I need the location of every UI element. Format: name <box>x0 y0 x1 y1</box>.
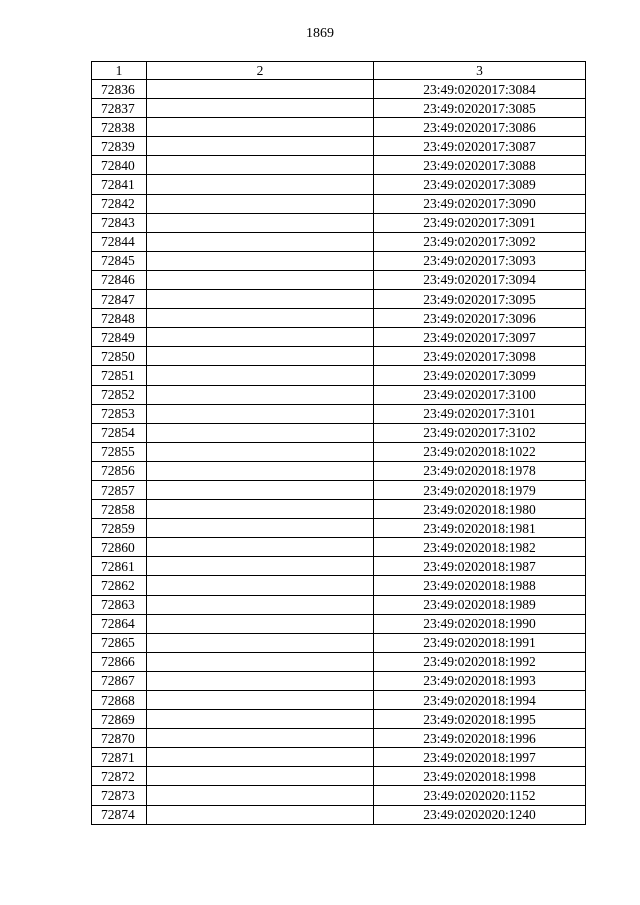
row-number-cell: 72837 <box>92 99 147 118</box>
table-row <box>92 805 586 824</box>
table-row <box>92 500 586 519</box>
row-number-cell: 72872 <box>92 767 147 786</box>
table-row <box>92 538 586 557</box>
table-row <box>92 671 586 690</box>
description-cell <box>147 99 374 118</box>
description-cell <box>147 557 374 576</box>
description-cell <box>147 480 374 499</box>
description-cell <box>147 500 374 519</box>
description-cell <box>147 538 374 557</box>
description-cell <box>147 652 374 671</box>
table-row <box>92 99 586 118</box>
cadastral-number-cell: 23:49:0202018:1980 <box>374 500 586 519</box>
table-row <box>92 347 586 366</box>
description-cell <box>147 671 374 690</box>
row-number-cell: 72867 <box>92 671 147 690</box>
cadastral-number-cell: 23:49:0202017:3093 <box>374 251 586 270</box>
row-number-cell: 72849 <box>92 328 147 347</box>
cadastral-number-cell: 23:49:0202017:3087 <box>374 137 586 156</box>
description-cell <box>147 194 374 213</box>
table-row <box>92 461 586 480</box>
table-row <box>92 633 586 652</box>
cadastral-number-cell: 23:49:0202018:1988 <box>374 576 586 595</box>
description-cell <box>147 404 374 423</box>
table-row <box>92 270 586 289</box>
table-row <box>92 137 586 156</box>
row-number-cell: 72857 <box>92 480 147 499</box>
cadastral-number-cell: 23:49:0202018:1995 <box>374 710 586 729</box>
header-col-1: 1 <box>92 62 147 80</box>
row-number-cell: 72852 <box>92 385 147 404</box>
description-cell <box>147 729 374 748</box>
row-number-cell: 72854 <box>92 423 147 442</box>
table-row <box>92 710 586 729</box>
row-number-cell: 72848 <box>92 309 147 328</box>
description-cell <box>147 576 374 595</box>
description-cell <box>147 137 374 156</box>
table-row <box>92 480 586 499</box>
cadastral-number-cell: 23:49:0202018:1998 <box>374 767 586 786</box>
row-number-cell: 72853 <box>92 404 147 423</box>
table-row <box>92 423 586 442</box>
cadastral-number-cell: 23:49:0202018:1993 <box>374 671 586 690</box>
table-row <box>92 614 586 633</box>
cadastral-number-cell: 23:49:0202017:3102 <box>374 423 586 442</box>
description-cell <box>147 442 374 461</box>
cadastral-number-cell: 23:49:0202017:3101 <box>374 404 586 423</box>
row-number-cell: 72863 <box>92 595 147 614</box>
description-cell <box>147 366 374 385</box>
table-row <box>92 786 586 805</box>
row-number-cell: 72850 <box>92 347 147 366</box>
table-row <box>92 309 586 328</box>
cadastral-number-cell: 23:49:0202017:3089 <box>374 175 586 194</box>
row-number-cell: 72851 <box>92 366 147 385</box>
description-cell <box>147 175 374 194</box>
description-cell <box>147 519 374 538</box>
description-cell <box>147 270 374 289</box>
cadastral-number-cell: 23:49:0202018:1992 <box>374 652 586 671</box>
cadastral-number-cell: 23:49:0202018:1991 <box>374 633 586 652</box>
row-number-cell: 72842 <box>92 194 147 213</box>
row-number-cell: 72864 <box>92 614 147 633</box>
cadastral-number-cell: 23:49:0202018:1987 <box>374 557 586 576</box>
table-row <box>92 251 586 270</box>
table-row <box>92 748 586 767</box>
description-cell <box>147 347 374 366</box>
description-cell <box>147 309 374 328</box>
table-row <box>92 385 586 404</box>
table-row <box>92 366 586 385</box>
cadastral-number-cell: 23:49:0202018:1978 <box>374 461 586 480</box>
description-cell <box>147 633 374 652</box>
table-row <box>92 175 586 194</box>
table-row <box>92 519 586 538</box>
description-cell <box>147 423 374 442</box>
table-header <box>92 62 586 80</box>
row-number-cell: 72838 <box>92 118 147 137</box>
header-row <box>92 62 586 80</box>
row-number-cell: 72847 <box>92 290 147 309</box>
row-number-cell: 72855 <box>92 442 147 461</box>
description-cell <box>147 767 374 786</box>
row-number-cell: 72866 <box>92 652 147 671</box>
cadastral-number-cell: 23:49:0202017:3095 <box>374 290 586 309</box>
description-cell <box>147 614 374 633</box>
table-row <box>92 194 586 213</box>
cadastral-number-cell: 23:49:0202020:1240 <box>374 805 586 824</box>
table-row <box>92 80 586 99</box>
table-row <box>92 767 586 786</box>
cadastral-number-cell: 23:49:0202020:1152 <box>374 786 586 805</box>
cadastral-number-cell: 23:49:0202017:3086 <box>374 118 586 137</box>
description-cell <box>147 595 374 614</box>
header-col-3: 3 <box>374 62 586 80</box>
row-number-cell: 72856 <box>92 461 147 480</box>
description-cell <box>147 385 374 404</box>
cadastral-number-cell: 23:49:0202017:3084 <box>374 80 586 99</box>
description-cell <box>147 461 374 480</box>
cadastral-number-cell: 23:49:0202017:3098 <box>374 347 586 366</box>
cadastral-number-cell: 23:49:0202018:1982 <box>374 538 586 557</box>
row-number-cell: 72868 <box>92 691 147 710</box>
description-cell <box>147 118 374 137</box>
page-number: 1869 <box>306 26 334 41</box>
row-number-cell: 72858 <box>92 500 147 519</box>
table-row <box>92 729 586 748</box>
row-number-cell: 72869 <box>92 710 147 729</box>
row-number-cell: 72841 <box>92 175 147 194</box>
table-row <box>92 290 586 309</box>
table-row <box>92 442 586 461</box>
row-number-cell: 72874 <box>92 805 147 824</box>
description-cell <box>147 691 374 710</box>
row-number-cell: 72845 <box>92 251 147 270</box>
table-row <box>92 691 586 710</box>
cadastral-number-cell: 23:49:0202018:1989 <box>374 595 586 614</box>
row-number-cell: 72871 <box>92 748 147 767</box>
description-cell <box>147 710 374 729</box>
row-number-cell: 72859 <box>92 519 147 538</box>
cadastral-number-cell: 23:49:0202017:3090 <box>374 194 586 213</box>
table-row <box>92 595 586 614</box>
cadastral-number-cell: 23:49:0202017:3097 <box>374 328 586 347</box>
cadastral-number-cell: 23:49:0202018:1990 <box>374 614 586 633</box>
row-number-cell: 72873 <box>92 786 147 805</box>
cadastral-number-cell: 23:49:0202018:1996 <box>374 729 586 748</box>
table-body <box>92 80 586 825</box>
row-number-cell: 72865 <box>92 633 147 652</box>
row-number-cell: 72862 <box>92 576 147 595</box>
cadastral-number-cell: 23:49:0202017:3091 <box>374 213 586 232</box>
cadastral-number-cell: 23:49:0202017:3092 <box>374 232 586 251</box>
cadastral-number-cell: 23:49:0202018:1994 <box>374 691 586 710</box>
description-cell <box>147 328 374 347</box>
description-cell <box>147 213 374 232</box>
cadastral-number-cell: 23:49:0202018:1022 <box>374 442 586 461</box>
description-cell <box>147 80 374 99</box>
row-number-cell: 72844 <box>92 232 147 251</box>
table-row <box>92 576 586 595</box>
row-number-cell: 72839 <box>92 137 147 156</box>
description-cell <box>147 156 374 175</box>
table-row <box>92 232 586 251</box>
table-row <box>92 118 586 137</box>
description-cell <box>147 232 374 251</box>
description-cell <box>147 805 374 824</box>
row-number-cell: 72860 <box>92 538 147 557</box>
table-row <box>92 328 586 347</box>
description-cell <box>147 786 374 805</box>
table-row <box>92 156 586 175</box>
table-row <box>92 557 586 576</box>
registry-table <box>91 61 586 825</box>
header-col-2: 2 <box>147 62 374 80</box>
cadastral-number-cell: 23:49:0202017:3085 <box>374 99 586 118</box>
row-number-cell: 72840 <box>92 156 147 175</box>
cadastral-number-cell: 23:49:0202017:3094 <box>374 270 586 289</box>
description-cell <box>147 748 374 767</box>
row-number-cell: 72836 <box>92 80 147 99</box>
cadastral-number-cell: 23:49:0202017:3099 <box>374 366 586 385</box>
cadastral-number-cell: 23:49:0202018:1981 <box>374 519 586 538</box>
description-cell <box>147 251 374 270</box>
row-number-cell: 72846 <box>92 270 147 289</box>
cadastral-number-cell: 23:49:0202018:1997 <box>374 748 586 767</box>
table-row <box>92 213 586 232</box>
cadastral-number-cell: 23:49:0202018:1979 <box>374 480 586 499</box>
table-row <box>92 652 586 671</box>
cadastral-number-cell: 23:49:0202017:3096 <box>374 309 586 328</box>
cadastral-number-cell: 23:49:0202017:3100 <box>374 385 586 404</box>
table-row <box>92 404 586 423</box>
description-cell <box>147 290 374 309</box>
row-number-cell: 72843 <box>92 213 147 232</box>
cadastral-number-cell: 23:49:0202017:3088 <box>374 156 586 175</box>
row-number-cell: 72861 <box>92 557 147 576</box>
row-number-cell: 72870 <box>92 729 147 748</box>
